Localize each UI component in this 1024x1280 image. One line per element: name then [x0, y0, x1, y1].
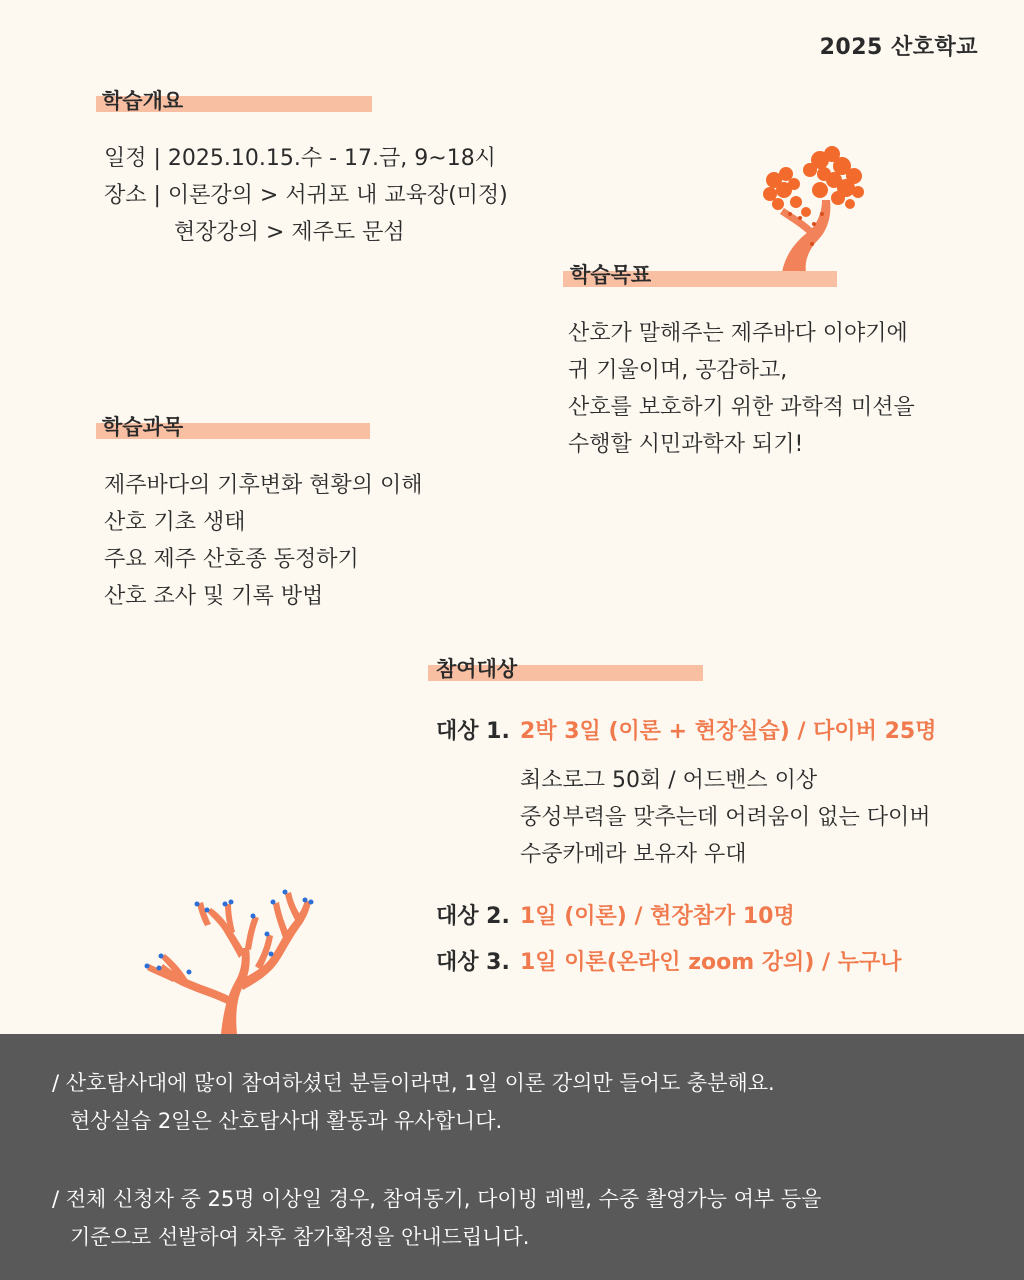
overview-place-field: 현장강의 > 제주도 문섬 — [174, 220, 405, 245]
goal-lines — [568, 315, 915, 463]
goal-line: 산호가 말해주는 제주바다 이야기에 — [568, 321, 908, 346]
goal-line: 산호를 보호하기 위한 과학적 미션을 — [568, 395, 915, 420]
target-3-value: 1일 이론(온라인 zoom 강의) / 누구나 — [520, 950, 902, 975]
goal-title: 학습목표 — [570, 263, 652, 287]
target-1-label: 대상 1. — [436, 719, 510, 744]
target-1-detail: 중성부력을 맞추는데 어려움이 없는 다이버 — [520, 805, 931, 830]
subject-item: 제주바다의 기후변화 현황의 이해 — [104, 473, 423, 498]
subject-item: 산호 기초 생태 — [104, 510, 246, 535]
target-1 — [436, 714, 936, 745]
overview-title: 학습개요 — [102, 89, 184, 113]
overview-lines — [104, 140, 508, 251]
target-1-detail: 수중카메라 보유자 우대 — [520, 842, 747, 867]
footer-note-line: / 산호탐사대에 많이 참여하셨던 분들이라면, 1일 이론 강의만 들어도 충분해요. — [52, 1071, 775, 1095]
coral-tree-icon — [750, 140, 880, 275]
target-2-value: 1일 (이론) / 현장참가 10명 — [520, 904, 795, 929]
subject-item: 주요 제주 산호종 동정하기 — [104, 547, 359, 572]
target-3-label: 대상 3. — [436, 950, 510, 975]
coral-branch-icon — [145, 886, 315, 1036]
target-1-details — [520, 762, 931, 873]
subjects-title: 학습과목 — [102, 415, 184, 439]
subjects-lines — [104, 467, 423, 615]
brand-title: 2025 산호학교 — [819, 35, 978, 60]
footer-note-line: / 전체 신청자 중 25명 이상일 경우, 참여동기, 다이빙 레벨, 수중 촬영가능 여부 등을 — [52, 1187, 822, 1211]
footer-note — [52, 1180, 821, 1256]
target-1-detail: 최소로그 50회 / 어드밴스 이상 — [520, 768, 818, 793]
footer-note — [52, 1064, 775, 1140]
goal-line: 귀 기울이며, 공감하고, — [568, 358, 788, 383]
participants-title: 참여대상 — [436, 657, 518, 681]
target-2-label: 대상 2. — [436, 904, 510, 929]
overview-schedule: 일정 | 2025.10.15.수 - 17.금, 9~18시 — [104, 146, 496, 171]
target-3 — [436, 945, 901, 976]
footer-note-line: 기준으로 선발하여 차후 참가확정을 안내드립니다. — [70, 1225, 530, 1249]
target-1-value: 2박 3일 (이론 + 현장실습) / 다이버 25명 — [520, 719, 937, 744]
target-2 — [436, 899, 795, 930]
footer-note-line: 현상실습 2일은 산호탐사대 활동과 유사합니다. — [70, 1109, 503, 1133]
subject-item: 산호 조사 및 기록 방법 — [104, 584, 324, 609]
goal-line: 수행할 시민과학자 되기! — [568, 432, 804, 457]
overview-place: 장소 | 이론강의 > 서귀포 내 교육장(미정) — [104, 183, 508, 208]
